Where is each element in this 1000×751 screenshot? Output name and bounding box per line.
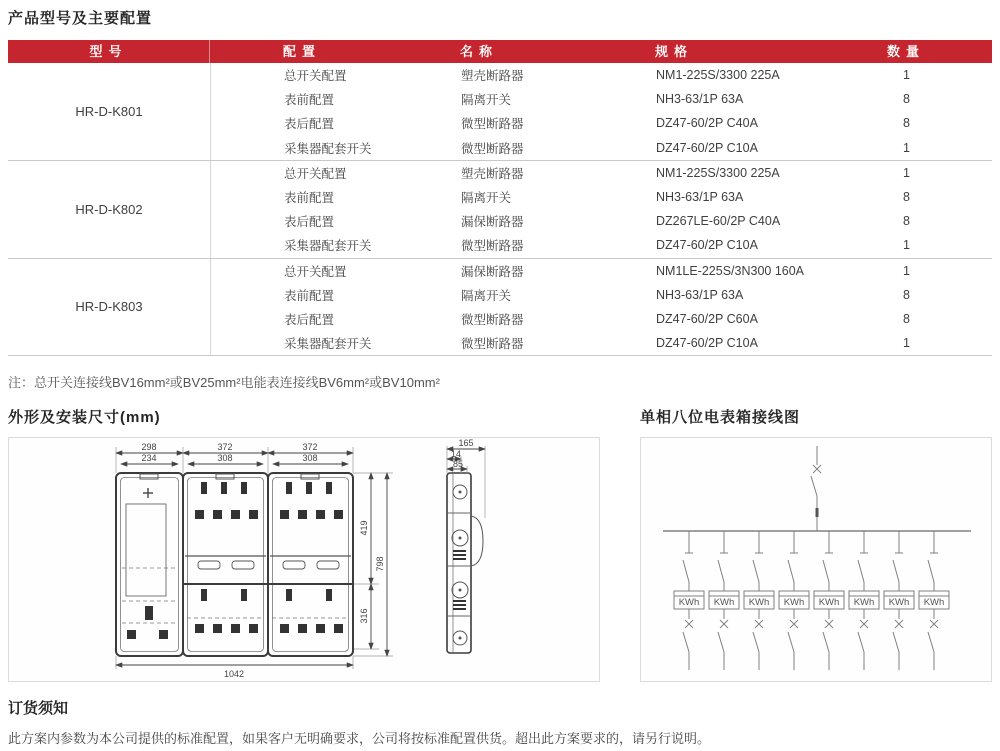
dim-298: 298 (141, 442, 157, 452)
dim-1042: 1042 (223, 669, 245, 679)
order-notes-body: 此方案内参数为本公司提供的标准配置，如果客户无明确要求，公司将按标准配置供货。超出此方案要求的，请另行说明。 (8, 731, 711, 746)
dimension-lines (116, 453, 387, 665)
kwh-meter-label: KWh (748, 597, 770, 608)
cell-spec: DZ47-60/2P C10A (656, 238, 758, 253)
cell-name: 隔离开关 (461, 93, 512, 108)
cell-spec: DZ47-60/2P C40A (656, 116, 758, 131)
table-row (211, 161, 992, 185)
table-group-k803 (8, 259, 992, 357)
cell-config: 采集器配套开关 (284, 337, 372, 352)
order-notes-heading: 订货须知 (8, 700, 69, 717)
table-group-k802 (8, 161, 992, 259)
cell-qty: 1 (903, 140, 910, 155)
cell-config: 表后配置 (284, 117, 335, 132)
cell-config: 表前配置 (284, 191, 335, 206)
table-row (211, 283, 992, 307)
dim-419: 419 (359, 520, 369, 536)
table-row (211, 111, 992, 135)
table-row (211, 233, 992, 257)
wiring-note: 注：总开关连接线BV16mm²或BV25mm²电能表连接线BV6mm²或BV10mm² (8, 375, 440, 390)
dim-308b: 308 (302, 453, 318, 463)
cell-name: 微型断路器 (461, 312, 524, 327)
table-row (211, 307, 992, 331)
cell-qty: 1 (903, 165, 910, 180)
cell-config: 采集器配套开关 (284, 141, 372, 156)
main-switch (811, 446, 821, 531)
header-model: 型号 (8, 40, 210, 63)
cell-config: 总开关配置 (284, 264, 347, 279)
table-row (211, 185, 992, 209)
dimension-drawing-box (8, 437, 600, 682)
table-group-k801 (8, 63, 992, 161)
dim-308a: 308 (217, 453, 233, 463)
cell-spec: NH3-63/1P 63A (656, 287, 744, 302)
header-qty: 数量 (886, 44, 925, 59)
side-view (447, 438, 485, 653)
cell-spec: NM1LE-225S/3N300 160A (656, 263, 805, 278)
dim-85: 85 (452, 459, 464, 469)
dim-372b: 372 (302, 442, 318, 452)
cell-spec: NM1-225S/3300 225A (656, 165, 780, 180)
cell-spec: DZ47-60/2P C10A (656, 336, 758, 351)
cell-config: 表前配置 (284, 288, 335, 303)
dim-316: 316 (359, 608, 369, 624)
cell-name: 漏保断路器 (461, 215, 524, 230)
front-view-module1 (122, 488, 177, 639)
kwh-meter-label: KWh (888, 597, 910, 608)
dim-14: 14 (450, 449, 462, 459)
kwh-meter-label: KWh (678, 597, 700, 608)
dim-372a: 372 (217, 442, 233, 452)
kwh-meter-label: KWh (853, 597, 875, 608)
table-row (211, 136, 992, 160)
header-name: 名称 (460, 44, 499, 59)
cell-qty: 1 (903, 238, 910, 253)
table-row (211, 87, 992, 111)
cell-qty: 8 (903, 214, 910, 229)
extension-lines (116, 447, 393, 669)
model-cell: HR-D-K802 (8, 161, 211, 258)
kwh-meter-label: KWh (783, 597, 805, 608)
cell-config: 表前配置 (284, 93, 335, 108)
header-config: 配置 (283, 44, 322, 59)
dim-798: 798 (375, 556, 385, 572)
cell-name: 塑壳断路器 (461, 166, 524, 181)
dim-165: 165 (458, 438, 474, 448)
cell-spec: NH3-63/1P 63A (656, 92, 744, 107)
page-title: 产品型号及主要配置 (8, 10, 153, 27)
cell-spec: DZ47-60/2P C10A (656, 140, 758, 155)
table-header-row (8, 40, 992, 63)
header-spec: 规格 (655, 44, 694, 59)
cell-name: 隔离开关 (461, 288, 512, 303)
cell-name: 漏保断路器 (461, 264, 524, 279)
cell-qty: 1 (903, 68, 910, 83)
cell-spec: DZ47-60/2P C60A (656, 311, 758, 326)
dimension-drawing (9, 438, 597, 679)
model-cell: HR-D-K801 (8, 63, 211, 160)
table-row (211, 331, 992, 355)
cell-config: 表后配置 (284, 312, 335, 327)
cell-name: 塑壳断路器 (461, 69, 524, 84)
cell-qty: 8 (903, 311, 910, 326)
table-row (211, 209, 992, 233)
cell-spec: NH3-63/1P 63A (656, 190, 744, 205)
model-cell: HR-D-K803 (8, 259, 211, 356)
cell-qty: 8 (903, 190, 910, 205)
cell-name: 微型断路器 (461, 337, 524, 352)
wiring-diagram-box (640, 437, 992, 682)
cell-spec: DZ267LE-60/2P C40A (656, 214, 781, 229)
dimensions-heading: 外形及安装尺寸(mm) (8, 409, 161, 426)
configuration-table (8, 40, 992, 356)
cell-qty: 8 (903, 287, 910, 302)
cell-qty: 1 (903, 336, 910, 351)
dim-234: 234 (141, 453, 157, 463)
cell-config: 总开关配置 (284, 166, 347, 181)
wiring-diagram (641, 438, 989, 679)
cell-spec: NM1-225S/3300 225A (656, 68, 780, 83)
meter-labels (679, 597, 945, 608)
table-row (211, 63, 992, 87)
cell-name: 隔离开关 (461, 191, 512, 206)
cell-qty: 1 (903, 263, 910, 278)
cell-name: 微型断路器 (461, 141, 524, 156)
cell-qty: 8 (903, 92, 910, 107)
cell-qty: 8 (903, 116, 910, 131)
cell-config: 采集器配套开关 (284, 239, 372, 254)
table-row (211, 259, 992, 283)
kwh-meter-label: KWh (818, 597, 840, 608)
cell-name: 微型断路器 (461, 239, 524, 254)
kwh-meter-label: KWh (923, 597, 945, 608)
cell-config: 表后配置 (284, 215, 335, 230)
cell-config: 总开关配置 (284, 69, 347, 84)
cell-name: 微型断路器 (461, 117, 524, 132)
wiring-heading: 单相八位电表箱接线图 (640, 409, 801, 426)
kwh-meter-label: KWh (713, 597, 735, 608)
